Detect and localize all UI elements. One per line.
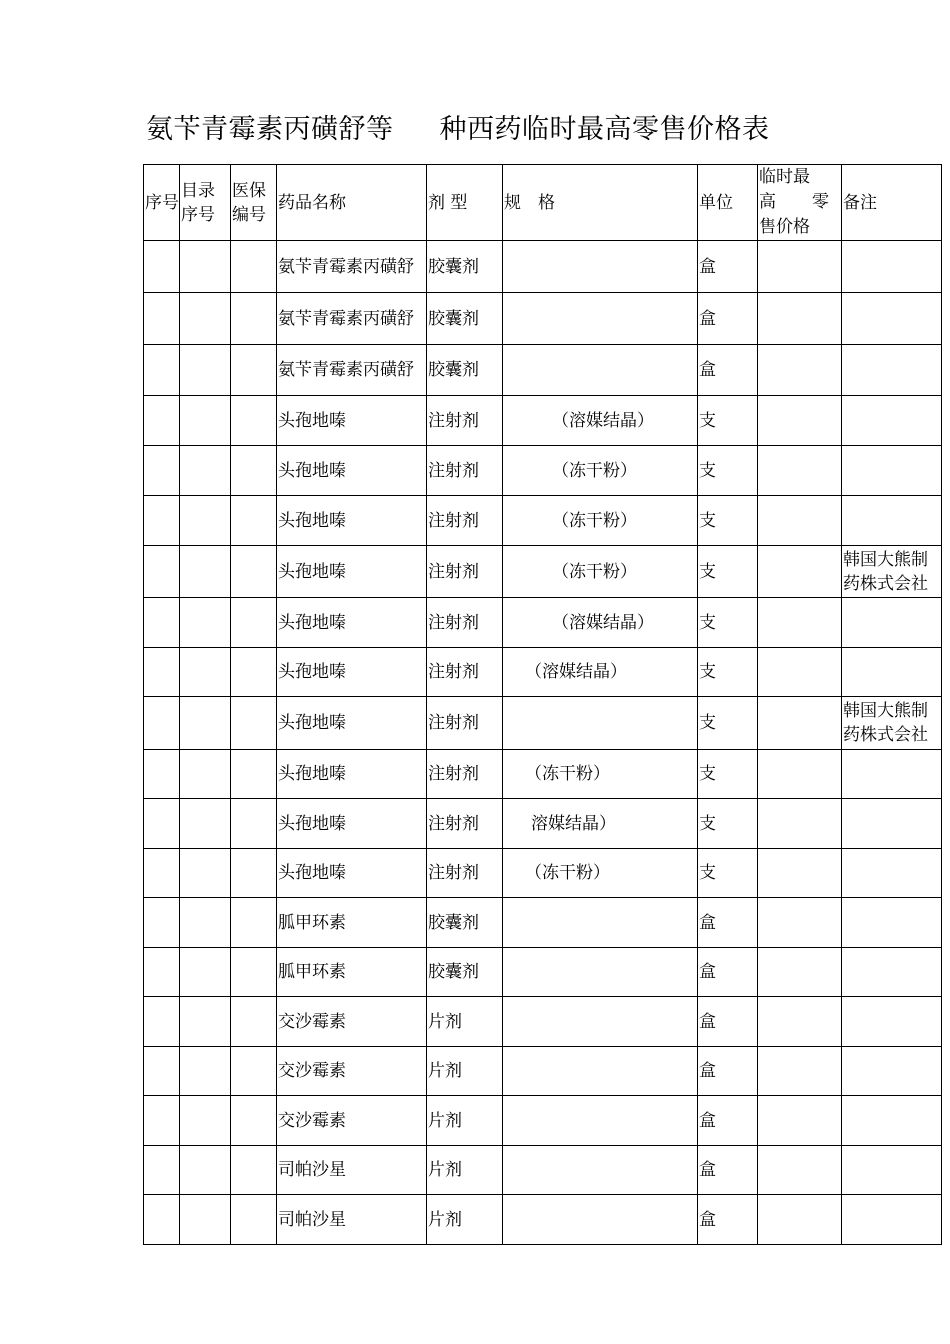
seq-cell xyxy=(144,1195,180,1245)
note-cell: 韩国大熊制药株式会社 xyxy=(842,546,942,598)
price-cell xyxy=(758,1096,842,1146)
price-cell xyxy=(758,750,842,799)
price-cell xyxy=(758,997,842,1047)
insurance-cell xyxy=(231,446,277,496)
note-cell xyxy=(842,898,942,948)
insurance-cell xyxy=(231,697,277,750)
header-price-line2a: 高 xyxy=(759,192,776,212)
table-row xyxy=(144,750,942,799)
table-header-row xyxy=(144,165,942,241)
dosage-form-cell: 胶囊剂 xyxy=(427,898,503,948)
drug-name-cell: 头孢地嗪 xyxy=(277,598,427,648)
note-cell xyxy=(842,1047,942,1096)
header-unit: 单位 xyxy=(698,165,758,241)
insurance-cell xyxy=(231,799,277,849)
table-row xyxy=(144,697,942,750)
catalog-cell xyxy=(180,849,231,898)
price-cell xyxy=(758,1195,842,1245)
spec-cell: （溶媒结晶） xyxy=(503,598,698,648)
header-price xyxy=(758,165,842,241)
header-form: 剂 型 xyxy=(427,165,503,241)
unit-cell: 支 xyxy=(698,546,758,598)
seq-cell xyxy=(144,849,180,898)
spec-cell xyxy=(503,1146,698,1195)
spec-cell xyxy=(503,293,698,345)
note-cell xyxy=(842,750,942,799)
seq-cell xyxy=(144,697,180,750)
header-name: 药品名称 xyxy=(277,165,427,241)
dosage-form-cell: 注射剂 xyxy=(427,750,503,799)
table-row xyxy=(144,293,942,345)
dosage-form-cell: 胶囊剂 xyxy=(427,948,503,997)
unit-cell: 支 xyxy=(698,648,758,697)
table-row xyxy=(144,598,942,648)
dosage-form-cell: 片剂 xyxy=(427,1195,503,1245)
note-cell xyxy=(842,1195,942,1245)
table-row xyxy=(144,496,942,546)
price-cell xyxy=(758,496,842,546)
note-cell xyxy=(842,1096,942,1146)
catalog-cell xyxy=(180,1146,231,1195)
header-seq: 序号 xyxy=(144,165,180,241)
table-row xyxy=(144,1047,942,1096)
insurance-cell xyxy=(231,898,277,948)
unit-cell: 支 xyxy=(698,799,758,849)
title-part1: 氨苄青霉素丙磺舒等 xyxy=(146,114,394,145)
unit-cell: 盒 xyxy=(698,1047,758,1096)
catalog-cell xyxy=(180,799,231,849)
drug-name-cell: 头孢地嗪 xyxy=(277,446,427,496)
seq-cell xyxy=(144,546,180,598)
table-row xyxy=(144,948,942,997)
price-cell xyxy=(758,345,842,396)
spec-cell: （冻干粉） xyxy=(503,496,698,546)
drug-name-cell: 头孢地嗪 xyxy=(277,496,427,546)
price-cell xyxy=(758,293,842,345)
drug-name-cell: 司帕沙星 xyxy=(277,1195,427,1245)
catalog-cell xyxy=(180,1096,231,1146)
catalog-cell xyxy=(180,496,231,546)
seq-cell xyxy=(144,446,180,496)
table-row xyxy=(144,396,942,446)
header-spec: 规 格 xyxy=(503,165,698,241)
header-price-line2 xyxy=(759,190,829,215)
price-cell xyxy=(758,948,842,997)
price-cell xyxy=(758,1146,842,1195)
dosage-form-cell: 注射剂 xyxy=(427,396,503,446)
spec-cell: 溶媒结晶） xyxy=(503,799,698,849)
insurance-cell xyxy=(231,546,277,598)
spec-cell xyxy=(503,997,698,1047)
seq-cell xyxy=(144,598,180,648)
note-cell xyxy=(842,799,942,849)
drug-name-cell: 交沙霉素 xyxy=(277,1047,427,1096)
seq-cell xyxy=(144,293,180,345)
drug-name-cell: 交沙霉素 xyxy=(277,1096,427,1146)
table-row xyxy=(144,241,942,293)
price-cell xyxy=(758,799,842,849)
unit-cell: 盒 xyxy=(698,293,758,345)
insurance-cell xyxy=(231,496,277,546)
unit-cell: 盒 xyxy=(698,241,758,293)
drug-name-cell: 氨苄青霉素丙磺舒 xyxy=(277,345,427,396)
header-note: 备注 xyxy=(842,165,942,241)
table-row xyxy=(144,1146,942,1195)
unit-cell: 支 xyxy=(698,750,758,799)
note-cell xyxy=(842,345,942,396)
drug-name-cell: 氨苄青霉素丙磺舒 xyxy=(277,293,427,345)
note-cell xyxy=(842,396,942,446)
drug-name-cell: 司帕沙星 xyxy=(277,1146,427,1195)
note-cell xyxy=(842,948,942,997)
dosage-form-cell: 胶囊剂 xyxy=(427,345,503,396)
spec-cell xyxy=(503,1096,698,1146)
seq-cell xyxy=(144,648,180,697)
note-cell xyxy=(842,1146,942,1195)
seq-cell xyxy=(144,396,180,446)
insurance-cell xyxy=(231,750,277,799)
unit-cell: 盒 xyxy=(698,1195,758,1245)
drug-name-cell: 头孢地嗪 xyxy=(277,750,427,799)
price-cell xyxy=(758,396,842,446)
drug-name-cell: 胍甲环素 xyxy=(277,898,427,948)
table-row xyxy=(144,849,942,898)
note-cell xyxy=(842,849,942,898)
seq-cell xyxy=(144,750,180,799)
dosage-form-cell: 片剂 xyxy=(427,1096,503,1146)
header-insurance: 医保编号 xyxy=(231,165,277,241)
unit-cell: 盒 xyxy=(698,898,758,948)
insurance-cell xyxy=(231,293,277,345)
insurance-cell xyxy=(231,1195,277,1245)
insurance-cell xyxy=(231,648,277,697)
drug-name-cell: 氨苄青霉素丙磺舒 xyxy=(277,241,427,293)
insurance-cell xyxy=(231,948,277,997)
table-row xyxy=(144,898,942,948)
dosage-form-cell: 注射剂 xyxy=(427,799,503,849)
catalog-cell xyxy=(180,446,231,496)
unit-cell: 盒 xyxy=(698,948,758,997)
dosage-form-cell: 注射剂 xyxy=(427,496,503,546)
table-row xyxy=(144,1096,942,1146)
seq-cell xyxy=(144,241,180,293)
catalog-cell xyxy=(180,898,231,948)
drug-name-cell: 头孢地嗪 xyxy=(277,546,427,598)
spec-cell: （溶媒结晶） xyxy=(503,648,698,697)
spec-cell: （冻干粉） xyxy=(503,849,698,898)
catalog-cell xyxy=(180,697,231,750)
dosage-form-cell: 胶囊剂 xyxy=(427,241,503,293)
unit-cell: 盒 xyxy=(698,997,758,1047)
seq-cell xyxy=(144,345,180,396)
unit-cell: 盒 xyxy=(698,1096,758,1146)
catalog-cell xyxy=(180,241,231,293)
insurance-cell xyxy=(231,1146,277,1195)
drug-name-cell: 头孢地嗪 xyxy=(277,849,427,898)
note-cell xyxy=(842,293,942,345)
seq-cell xyxy=(144,496,180,546)
insurance-cell xyxy=(231,997,277,1047)
spec-cell xyxy=(503,948,698,997)
catalog-cell xyxy=(180,750,231,799)
unit-cell: 支 xyxy=(698,598,758,648)
drug-name-cell: 胍甲环素 xyxy=(277,948,427,997)
spec-cell: （溶媒结晶） xyxy=(503,396,698,446)
table-row xyxy=(144,1195,942,1245)
note-cell xyxy=(842,997,942,1047)
catalog-cell xyxy=(180,1047,231,1096)
note-cell: 韩国大熊制药株式会社 xyxy=(842,697,942,750)
dosage-form-cell: 注射剂 xyxy=(427,648,503,697)
spec-cell xyxy=(503,1047,698,1096)
price-cell xyxy=(758,898,842,948)
price-cell xyxy=(758,849,842,898)
unit-cell: 支 xyxy=(698,849,758,898)
price-cell xyxy=(758,241,842,293)
seq-cell xyxy=(144,948,180,997)
table-row xyxy=(144,546,942,598)
insurance-cell xyxy=(231,1096,277,1146)
spec-cell: （冻干粉） xyxy=(503,546,698,598)
drug-name-cell: 头孢地嗪 xyxy=(277,799,427,849)
header-price-line1: 临时最 xyxy=(759,167,810,187)
unit-cell: 盒 xyxy=(698,345,758,396)
price-cell xyxy=(758,697,842,750)
note-cell xyxy=(842,446,942,496)
price-cell xyxy=(758,546,842,598)
note-cell xyxy=(842,648,942,697)
spec-cell: （冻干粉） xyxy=(503,446,698,496)
price-cell xyxy=(758,648,842,697)
drug-name-cell: 交沙霉素 xyxy=(277,997,427,1047)
price-table xyxy=(143,164,942,1245)
seq-cell xyxy=(144,997,180,1047)
insurance-cell xyxy=(231,345,277,396)
note-cell xyxy=(842,598,942,648)
title-part2: 种西药临时最高零售价格表 xyxy=(439,114,770,145)
dosage-form-cell: 注射剂 xyxy=(427,598,503,648)
catalog-cell xyxy=(180,948,231,997)
catalog-cell xyxy=(180,396,231,446)
unit-cell: 支 xyxy=(698,396,758,446)
dosage-form-cell: 片剂 xyxy=(427,1047,503,1096)
dosage-form-cell: 片剂 xyxy=(427,997,503,1047)
spec-cell xyxy=(503,345,698,396)
catalog-cell xyxy=(180,997,231,1047)
insurance-cell xyxy=(231,396,277,446)
header-catalog: 目录序号 xyxy=(180,165,231,241)
unit-cell: 盒 xyxy=(698,1146,758,1195)
seq-cell xyxy=(144,799,180,849)
insurance-cell xyxy=(231,241,277,293)
table-row xyxy=(144,648,942,697)
dosage-form-cell: 注射剂 xyxy=(427,849,503,898)
insurance-cell xyxy=(231,849,277,898)
insurance-cell xyxy=(231,598,277,648)
seq-cell xyxy=(144,1146,180,1195)
spec-cell xyxy=(503,697,698,750)
dosage-form-cell: 注射剂 xyxy=(427,697,503,750)
dosage-form-cell: 片剂 xyxy=(427,1146,503,1195)
dosage-form-cell: 胶囊剂 xyxy=(427,293,503,345)
seq-cell xyxy=(144,1047,180,1096)
catalog-cell xyxy=(180,293,231,345)
table-row xyxy=(144,997,942,1047)
catalog-cell xyxy=(180,1195,231,1245)
seq-cell xyxy=(144,898,180,948)
header-price-line3: 售价格 xyxy=(759,217,810,237)
insurance-cell xyxy=(231,1047,277,1096)
spec-cell xyxy=(503,898,698,948)
price-cell xyxy=(758,598,842,648)
dosage-form-cell: 注射剂 xyxy=(427,446,503,496)
spec-cell xyxy=(503,241,698,293)
catalog-cell xyxy=(180,345,231,396)
drug-name-cell: 头孢地嗪 xyxy=(277,697,427,750)
page-title xyxy=(146,112,770,148)
catalog-cell xyxy=(180,598,231,648)
header-price-line2b: 零 xyxy=(812,192,829,212)
note-cell xyxy=(842,241,942,293)
price-cell xyxy=(758,446,842,496)
unit-cell: 支 xyxy=(698,697,758,750)
note-cell xyxy=(842,496,942,546)
catalog-cell xyxy=(180,546,231,598)
table-row xyxy=(144,446,942,496)
seq-cell xyxy=(144,1096,180,1146)
unit-cell: 支 xyxy=(698,496,758,546)
price-cell xyxy=(758,1047,842,1096)
dosage-form-cell: 注射剂 xyxy=(427,546,503,598)
drug-name-cell: 头孢地嗪 xyxy=(277,396,427,446)
drug-name-cell: 头孢地嗪 xyxy=(277,648,427,697)
spec-cell: （冻干粉） xyxy=(503,750,698,799)
spec-cell xyxy=(503,1195,698,1245)
table-row xyxy=(144,799,942,849)
catalog-cell xyxy=(180,648,231,697)
unit-cell: 支 xyxy=(698,446,758,496)
table-row xyxy=(144,345,942,396)
